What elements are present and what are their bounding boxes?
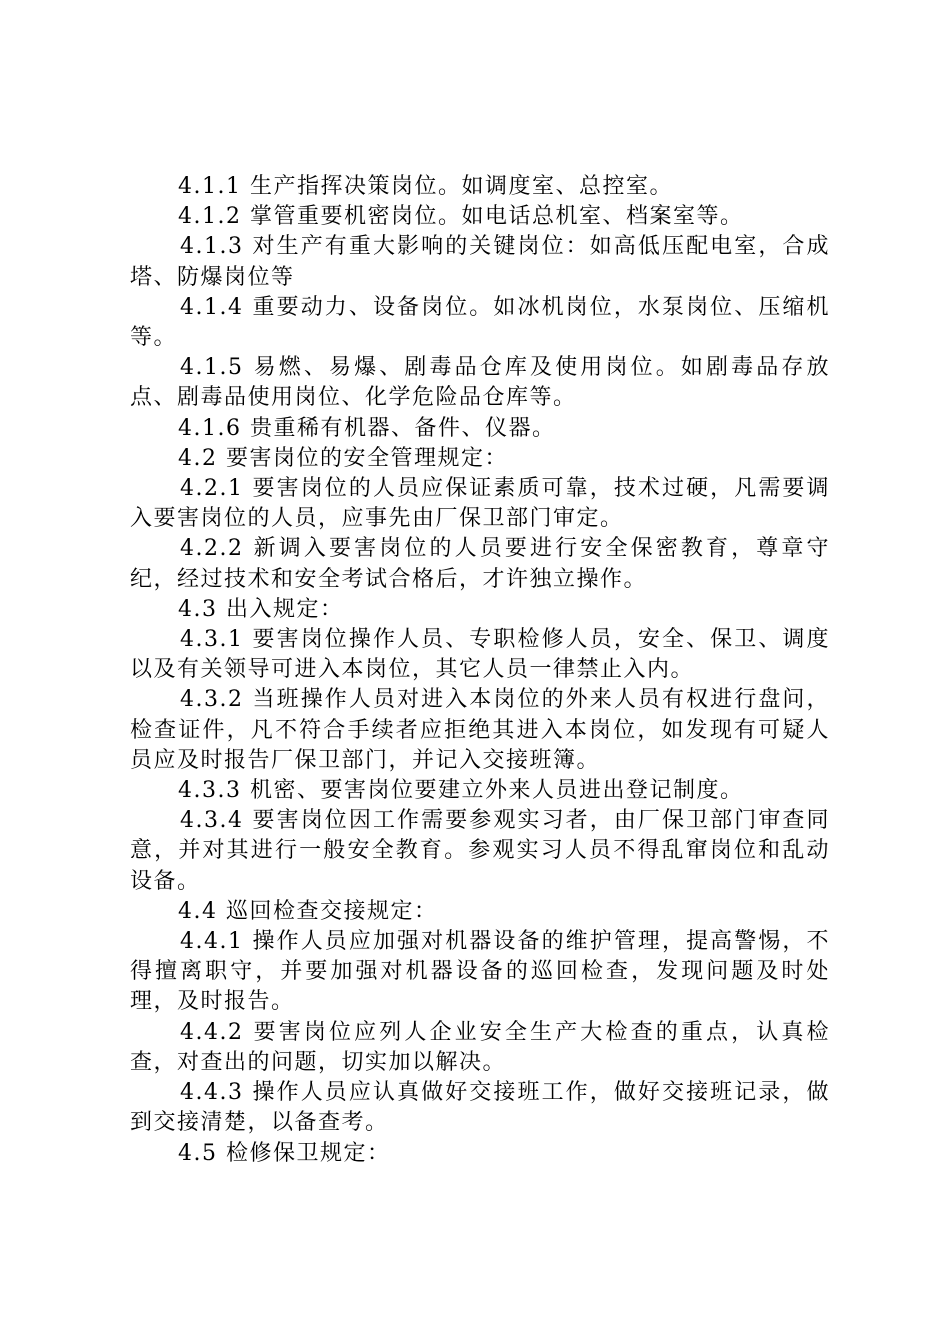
section-heading-4-5: 4.5 检修保卫规定： xyxy=(178,1140,391,1166)
paragraph-4-3-3: 4.3.3 机密、要害岗位要建立外来人员进出登记制度。 xyxy=(178,778,744,804)
section-heading-4-4: 4.4 巡回检查交接规定： xyxy=(178,898,438,924)
paragraph-4-1-2: 4.1.2 掌管重要机密岗位。如电话总机室、档案室等。 xyxy=(178,204,744,230)
paragraph-4-1-1: 4.1.1 生产指挥决策岗位。如调度室、总控室。 xyxy=(178,174,673,199)
section-heading-4-2: 4.2 要害岗位的安全管理规定： xyxy=(178,445,508,471)
paragraph-4-4-2: 4.4.2 要害岗位应列人企业安全生产大检查的重点，认真检查，对查出的问题，切实加以解决。 xyxy=(130,1019,830,1075)
paragraph-4-4-3: 4.4.3 操作人员应认真做好交接班工作，做好交接班记录，做到交接清楚，以备查考。 xyxy=(130,1080,830,1136)
paragraph-4-2-2: 4.2.2 新调入要害岗位的人员要进行安全保密教育，尊章守纪，经过技术和安全考试合格后，才许独立操作。 xyxy=(130,536,830,592)
paragraph-4-1-5: 4.1.5 易燃、易爆、剧毒品仓库及使用岗位。如剧毒品存放点、剧毒品使用岗位、化学危险品仓库等。 xyxy=(130,355,830,411)
paragraph-4-3-2: 4.3.2 当班操作人员对进入本岗位的外来人员有权进行盘问，检查证件，凡不符合手续者应拒绝其进入本岗位，如发现有可疑人员应及时报告厂保卫部门，并记入交接班簿。 xyxy=(130,687,830,773)
paragraph-4-3-4: 4.3.4 要害岗位因工作需要参观实习者，由厂保卫部门审查同意，并对其进行一般安全教育。参观实习人员不得乱窜岗位和乱动设备。 xyxy=(130,808,830,894)
paragraph-4-1-4: 4.1.4 重要动力、设备岗位。如冰机岗位，水泵岗位、压缩机等。 xyxy=(130,294,830,351)
paragraph-4-1-6: 4.1.6 贵重稀有机器、备件、仪器。 xyxy=(178,415,556,441)
section-heading-4-3: 4.3 出入规定： xyxy=(178,596,344,622)
document-body xyxy=(130,172,830,1169)
paragraph-4-1-3: 4.1.3 对生产有重大影响的关键岗位：如高低压配电室，合成塔、防爆岗位等 xyxy=(130,234,830,290)
paragraph-4-4-1: 4.4.1 操作人员应加强对机器设备的维护管理，提高警惕，不得擅离职守，并要加强对机器设备的巡回检查，发现问题及时处理，及时报告。 xyxy=(130,929,830,1015)
paragraph-4-3-1: 4.3.1 要害岗位操作人员、专职检修人员，安全、保卫、调度以及有关领导可进入本岗位，其它人员一律禁止入内。 xyxy=(130,627,830,683)
paragraph-4-2-1: 4.2.1 要害岗位的人员应保证素质可靠，技术过硬，凡需要调入要害岗位的人员，应事先由厂保卫部门审定。 xyxy=(130,476,830,532)
